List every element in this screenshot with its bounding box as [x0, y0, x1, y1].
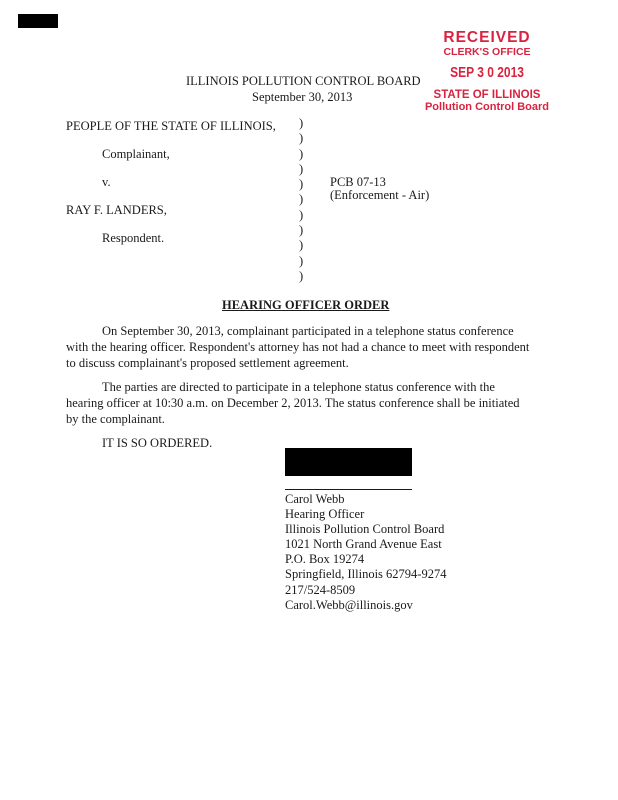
officer-phone: 217/524-8509	[285, 582, 356, 597]
stamp-received: RECEIVED	[443, 29, 531, 46]
signature-redaction	[285, 448, 412, 476]
paren: )	[299, 207, 304, 222]
paren: )	[299, 146, 304, 161]
paren: )	[299, 131, 304, 146]
stamp-office: CLERK'S OFFICE	[443, 46, 531, 58]
received-stamp	[412, 30, 562, 113]
officer-city: Springfield, Illinois 62794-9274	[285, 567, 447, 582]
signature-block	[285, 492, 446, 613]
paren: )	[299, 161, 304, 176]
caption-parentheses	[299, 116, 309, 284]
case-number: PCB 07-13	[330, 175, 386, 189]
signature-line	[285, 489, 412, 490]
versus: v.	[102, 175, 111, 189]
redaction-bar-top	[18, 14, 58, 28]
officer-title: Hearing Officer	[285, 507, 365, 522]
body-paragraph-2: The parties are directed to participate in a telephone status conference with the hearing officer at 10:30 a.m. on December 2, 2013. The status conference shall be initiated by the complainant.	[66, 380, 520, 426]
agency-title: ILLINOIS POLLUTION CONTROL BOARD	[186, 74, 421, 88]
paren: )	[299, 116, 304, 130]
defendant-role: Respondent.	[102, 231, 165, 245]
plaintiff-role: Complainant,	[102, 147, 170, 161]
paren: )	[299, 192, 304, 207]
paren: )	[299, 177, 304, 192]
body-paragraph-1: On September 30, 2013, complainant participated in a telephone status conference with the hearing officer. Respondent's attorney has not had a chance to meet with respondent to discuss complainant's proposed settlement agreement.	[66, 324, 530, 370]
stamp-state: STATE OF ILLINOIS	[433, 89, 541, 101]
defendant-name: RAY F. LANDERS,	[66, 203, 167, 217]
plaintiff-name: PEOPLE OF THE STATE OF ILLINOIS,	[66, 119, 276, 133]
officer-email: Carol.Webb@illinois.gov	[285, 597, 413, 612]
officer-po-box: P.O. Box 19274	[285, 552, 365, 567]
header-date: September 30, 2013	[252, 90, 353, 104]
paren: )	[299, 223, 304, 238]
stamp-date: SEP 3 0 2013	[450, 64, 524, 81]
officer-org: Illinois Pollution Control Board	[285, 522, 445, 537]
paren: )	[299, 268, 304, 283]
stamp-board: Pollution Control Board	[424, 101, 550, 113]
closing-ordered: IT IS SO ORDERED.	[102, 436, 213, 450]
officer-address: 1021 North Grand Avenue East	[285, 537, 442, 552]
order-title: HEARING OFFICER ORDER	[222, 298, 390, 312]
case-type: (Enforcement - Air)	[330, 188, 430, 202]
paren: )	[299, 238, 304, 253]
paren: )	[299, 253, 304, 268]
officer-name: Carol Webb	[285, 492, 345, 506]
